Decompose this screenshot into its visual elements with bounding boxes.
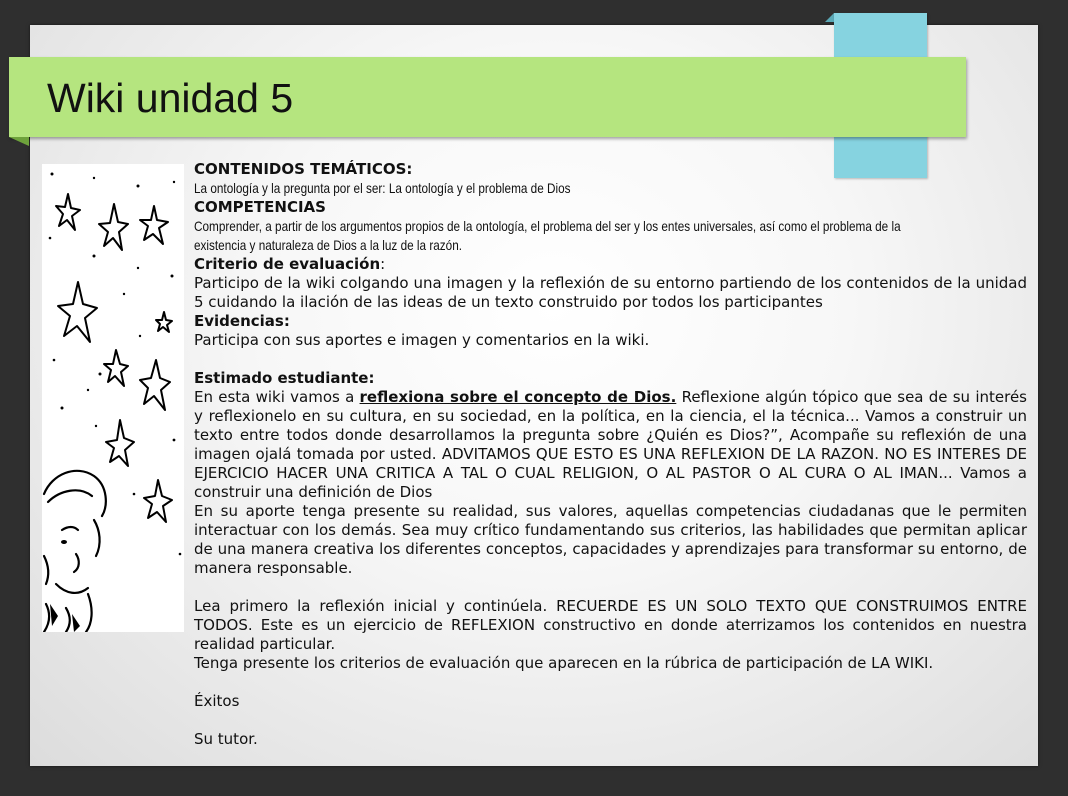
evidencias-heading: Evidencias: xyxy=(194,312,290,330)
instrucciones-paragraph: Lea primero la reflexión inicial y continúela. RECUERDE ES UN SOLO TEXTO QUE CONSTRUIMOS ENTRE TODOS. Este es un ejercicio de REFLEXION constructivo en donde aterrizamos los contenidos en nuestra realidad particular. xyxy=(194,597,1027,653)
title-bar-fold xyxy=(9,137,29,146)
criterio-heading: Criterio de evaluación xyxy=(194,255,381,273)
spacer xyxy=(194,673,1027,692)
contenidos-heading: CONTENIDOS TEMÁTICOS: xyxy=(194,160,413,178)
wiki-content xyxy=(194,160,1027,749)
tutor-signoff: Su tutor. xyxy=(194,730,258,748)
illustration-image xyxy=(42,164,184,632)
title-bar xyxy=(9,57,966,137)
spacer xyxy=(194,578,1027,597)
competencias-text-line1: Comprender, a partir de los argumentos propios de la ontología, el problema del ser y los entes universales, así como el problema de la xyxy=(194,218,901,234)
slide-title: Wiki unidad 5 xyxy=(47,75,294,121)
criterio-text: Participo de la wiki colgando una imagen y la reflexión de su entorno partiendo de los contenidos de la unidad 5 cuidando la ilación de las ideas de un texto construido por todos los participantes xyxy=(194,274,1027,311)
criterio-heading-row xyxy=(194,255,1027,274)
exitos-text: Éxitos xyxy=(194,692,240,710)
intro-paragraph xyxy=(194,388,1027,502)
accent-tab-fold xyxy=(825,13,834,22)
intro-rest: Reflexione algún tópico que sea de su interés y reflexionelo en su cultura, en su sociedad, en la política, en la ciencia, el la técnica... Vamos a construir un texto entre todos donde desarrollamos la pregunta sobre ¿Quién es Dios?”, Acompañe su reflexión de una imagen ojalá tomada por usted. ADVITAMOS QUE ESTO ES UNA REFLEXION DE LA RAZON. NO ES INTERES DE EJERCICIO HACER UNA CRITICA A TAL O CUAL RELIGION, O AL PASTOR O AL CURA O AL IMAN... Vamos a construir una definición de Dios xyxy=(194,388,1027,501)
rubrica-paragraph: Tenga presente los criterios de evaluación que aparecen en la rúbrica de participación de LA WIKI. xyxy=(194,654,934,672)
spacer xyxy=(194,711,1027,730)
estimado-heading: Estimado estudiante: xyxy=(194,369,375,387)
aporte-paragraph: En su aporte tenga presente su realidad, sus valores, aquellas competencias ciudadanas que le permiten interactuar con los demás. Sea muy crítico fundamentando sus criterios, las habilidades que permitan aplicar de una manera creativa los diferentes conceptos, capacidades y aprendizajes para transformar su entorno, de manera responsable. xyxy=(194,502,1027,577)
criterio-colon: : xyxy=(380,255,386,273)
evidencias-text: Participa con sus aportes e imagen y comentarios en la wiki. xyxy=(194,331,650,349)
spacer xyxy=(194,350,1027,369)
competencias-heading: COMPETENCIAS xyxy=(194,198,326,216)
intro-emphasis: reflexiona sobre el concepto de Dios. xyxy=(359,388,677,406)
competencias-text-line2: existencia y naturaleza de Dios a la luz de la razón. xyxy=(194,237,463,253)
contenidos-text: La ontología y la pregunta por el ser: La ontología y el problema de Dios xyxy=(194,180,571,196)
stars-and-face-icon xyxy=(42,164,184,632)
intro-start: En esta wiki vamos a xyxy=(194,388,360,406)
